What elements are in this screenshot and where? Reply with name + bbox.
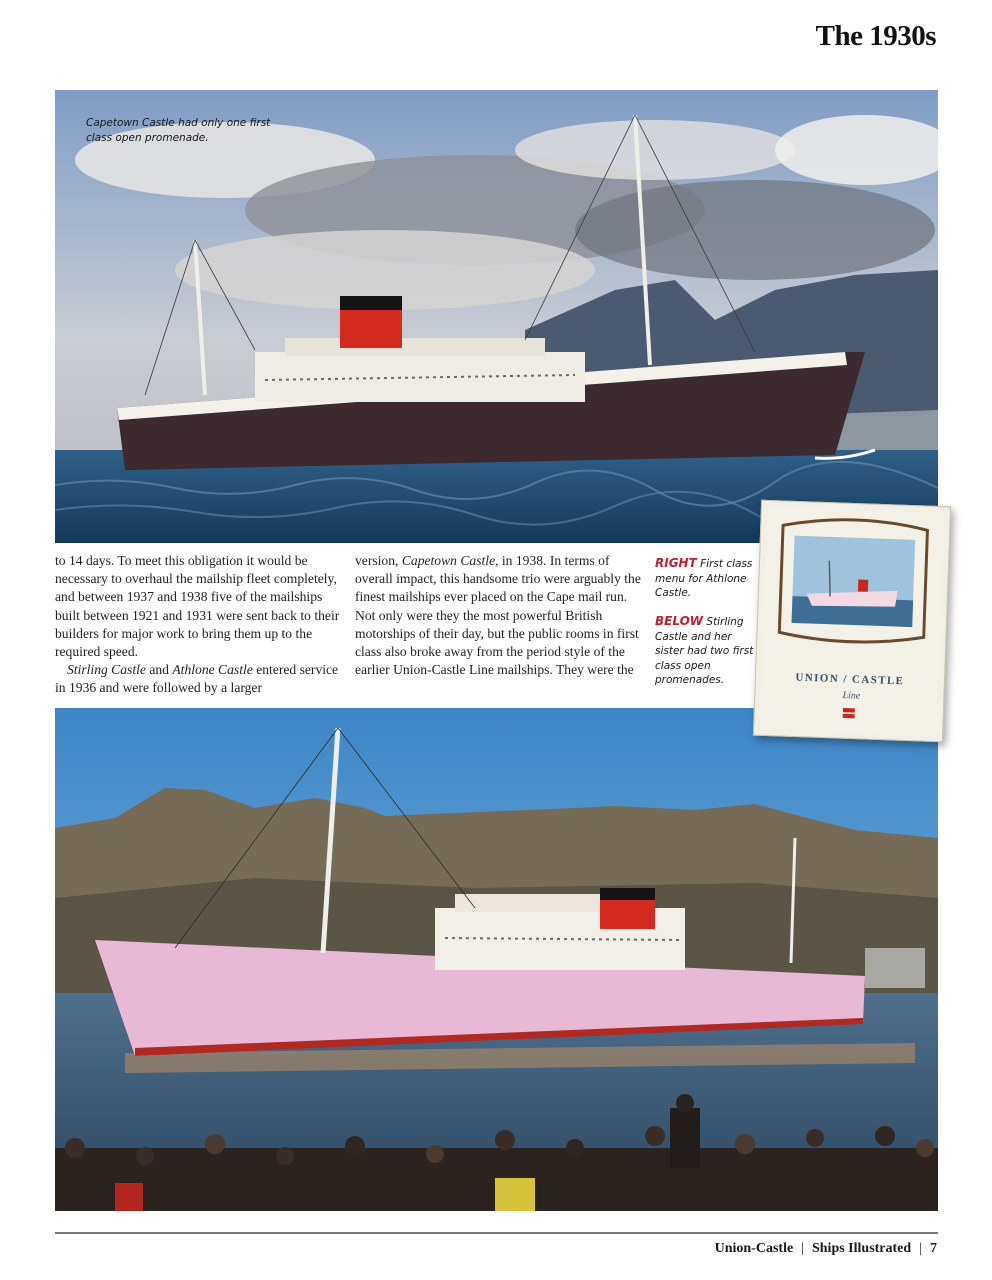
- footer-publication: Union-Castle: [714, 1241, 794, 1256]
- text-run: version,: [355, 553, 402, 568]
- footer-series: Ships Illustrated: [811, 1241, 912, 1256]
- footer-rule: [55, 1232, 938, 1234]
- ship-name: Athlone Castle: [172, 662, 253, 678]
- text-run: entered service in 1936 and were followed by a larger: [55, 662, 339, 696]
- text-run: in 1938. In terms of overall impact, this handsome trio were arguably the finest mailships ever placed on the Cape mail run. Not only were they the most powerful British motorships of their day, but the public rooms in first class also broke away from the period style of the earlier Union-Castle Line mailships. They were the: [355, 553, 641, 678]
- ship-name: Stirling Castle: [67, 662, 146, 678]
- body-column-2: [355, 552, 645, 679]
- caption-below: [655, 614, 755, 688]
- footer-separator: |: [801, 1241, 804, 1256]
- footer-separator: |: [919, 1241, 922, 1256]
- page-number: 7: [930, 1241, 937, 1256]
- caption-text: First class menu for Athlone Castle.: [655, 558, 753, 599]
- athlone-castle-menu-card: [753, 500, 951, 742]
- menu-card-artwork: [754, 501, 950, 741]
- body-column-1: [55, 552, 345, 698]
- menu-brand-text: UNION / CASTLE: [795, 671, 905, 688]
- caption-label-below: BELOW: [655, 614, 703, 628]
- caption-label-right: RIGHT: [655, 556, 697, 570]
- section-title: The 1930s: [815, 20, 936, 52]
- ship-name: Capetown Castle,: [401, 553, 499, 568]
- ship-photo-illustration: [55, 90, 938, 543]
- text-run: and: [145, 662, 173, 678]
- column2-paragraph: [355, 552, 645, 679]
- page-footer: [715, 1241, 937, 1257]
- photo-stirling-castle: [55, 708, 938, 1211]
- photo-capetown-castle: [55, 90, 938, 543]
- column1-paragraph-2: [55, 661, 345, 697]
- photo-top-caption: Capetown Castle had only one first class open promenade.: [86, 117, 271, 144]
- caption-text: Stirling Castle and her sister had two first class open promenades.: [655, 616, 754, 686]
- menu-brand-line: Line: [842, 690, 861, 702]
- column1-paragraph: to 14 days. To meet this obligation it would be necessary to overhaul the mailship fleet completely, and between 1937 and 1938 five of the mailships built between 1921 and 1931 were sent back to their builders for major work to bring them up to the required speed.: [55, 553, 340, 660]
- ship-photo-illustration: [55, 708, 938, 1211]
- caption-right: [655, 556, 755, 601]
